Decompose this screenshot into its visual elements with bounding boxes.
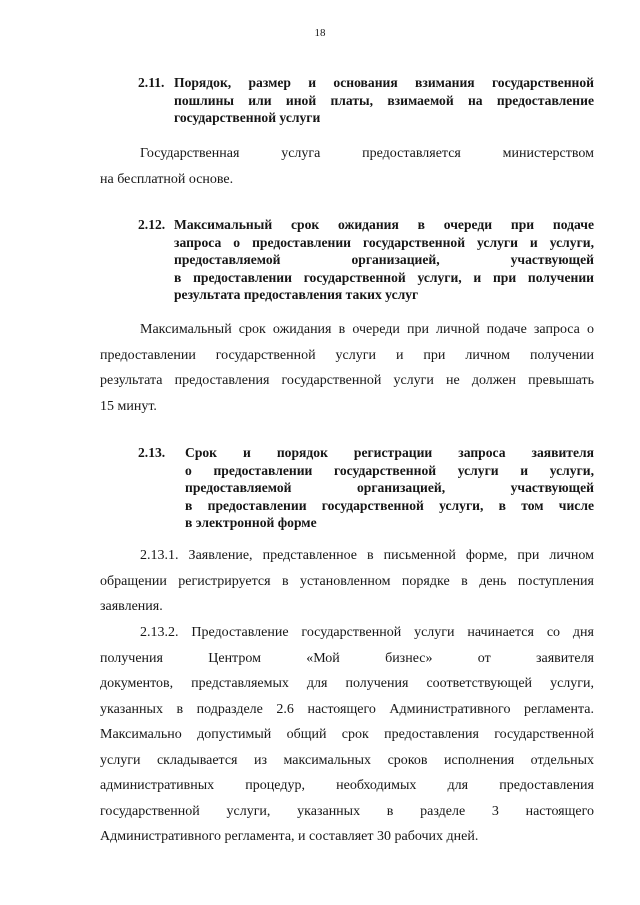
section-heading-2-13 bbox=[138, 444, 594, 532]
paragraph-line: документов, представляемых для получения соответствующей услуги, bbox=[100, 676, 594, 691]
paragraph-line: обращении регистрируется в установленном порядке в день поступления bbox=[100, 573, 594, 589]
paragraph-2-11 bbox=[100, 141, 594, 192]
heading-line: предоставляемой организацией, участвующей bbox=[185, 480, 594, 495]
paragraph-line: получения Центром «Мой бизнес» от заявителя bbox=[100, 650, 594, 666]
page-number: 18 bbox=[314, 27, 326, 39]
paragraph-line: на бесплатной основе. bbox=[100, 171, 234, 187]
paragraph-line: 15 минут. bbox=[100, 398, 157, 414]
heading-line: в электронной форме bbox=[185, 515, 317, 530]
heading-line: пошлины или иной платы, взимаемой на предоставление bbox=[174, 92, 594, 108]
section-heading-2-11 bbox=[138, 74, 594, 127]
paragraph-line: 2.13.1. Заявление, представленное в письменной форме, при личном bbox=[140, 548, 594, 563]
heading-line: запроса о предоставлении государственной услуги и услуги, bbox=[174, 234, 594, 250]
paragraph-line: государственной услуги, указанных в разделе 3 настоящего bbox=[100, 803, 594, 819]
paragraph-line: Максимальный срок ожидания в очереди при личной подаче запроса о bbox=[140, 322, 594, 337]
heading-line: в предоставлении государственной услуги, в том числе bbox=[185, 497, 594, 513]
paragraph-line: предоставлении государственной услуги и при личном получении bbox=[100, 347, 594, 363]
heading-line: результата предоставления таких услуг bbox=[174, 287, 419, 302]
paragraph-line: заявления. bbox=[100, 599, 163, 614]
heading-line: государственной услуги bbox=[174, 110, 321, 125]
heading-line: в предоставлении государственной услуги, и при получении bbox=[174, 269, 594, 285]
heading-line: Срок и порядок регистрации запроса заявителя bbox=[185, 445, 594, 460]
paragraph-2-13-2 bbox=[100, 620, 594, 850]
paragraph-line: 2.13.2. Предоставление государственной услуги начинается со дня bbox=[140, 625, 594, 640]
section-number: 2.13. bbox=[138, 445, 166, 460]
section-number: 2.12. bbox=[138, 217, 166, 232]
paragraph-line: Государственная услуга предоставляется министерством bbox=[140, 146, 594, 161]
heading-line: Максимальный срок ожидания в очереди при подаче bbox=[174, 217, 594, 232]
paragraph-line: указанных в подразделе 2.6 настоящего Административного регламента. bbox=[100, 701, 594, 717]
paragraph-line: административных процедур, необходимых для предоставления bbox=[100, 778, 594, 793]
heading-line: Порядок, размер и основания взимания государственной bbox=[174, 75, 594, 90]
paragraph-line: результата предоставления государственной услуги не должен превышать bbox=[100, 373, 594, 388]
paragraph-line: Административного регламента, и составляет 30 рабочих дней. bbox=[100, 829, 479, 844]
heading-line: о предоставлении государственной услуги и услуги, bbox=[185, 462, 594, 478]
paragraph-line: Максимально допустимый общий срок предоставления государственной bbox=[100, 727, 594, 742]
section-number: 2.11. bbox=[138, 75, 165, 90]
paragraph-2-12 bbox=[100, 317, 594, 419]
section-heading-2-12 bbox=[138, 216, 594, 304]
heading-line: предоставляемой организацией, участвующей bbox=[174, 252, 594, 267]
paragraph-line: услуги складывается из максимальных сроков исполнения отдельных bbox=[100, 752, 594, 768]
paragraph-2-13-1 bbox=[100, 543, 594, 620]
